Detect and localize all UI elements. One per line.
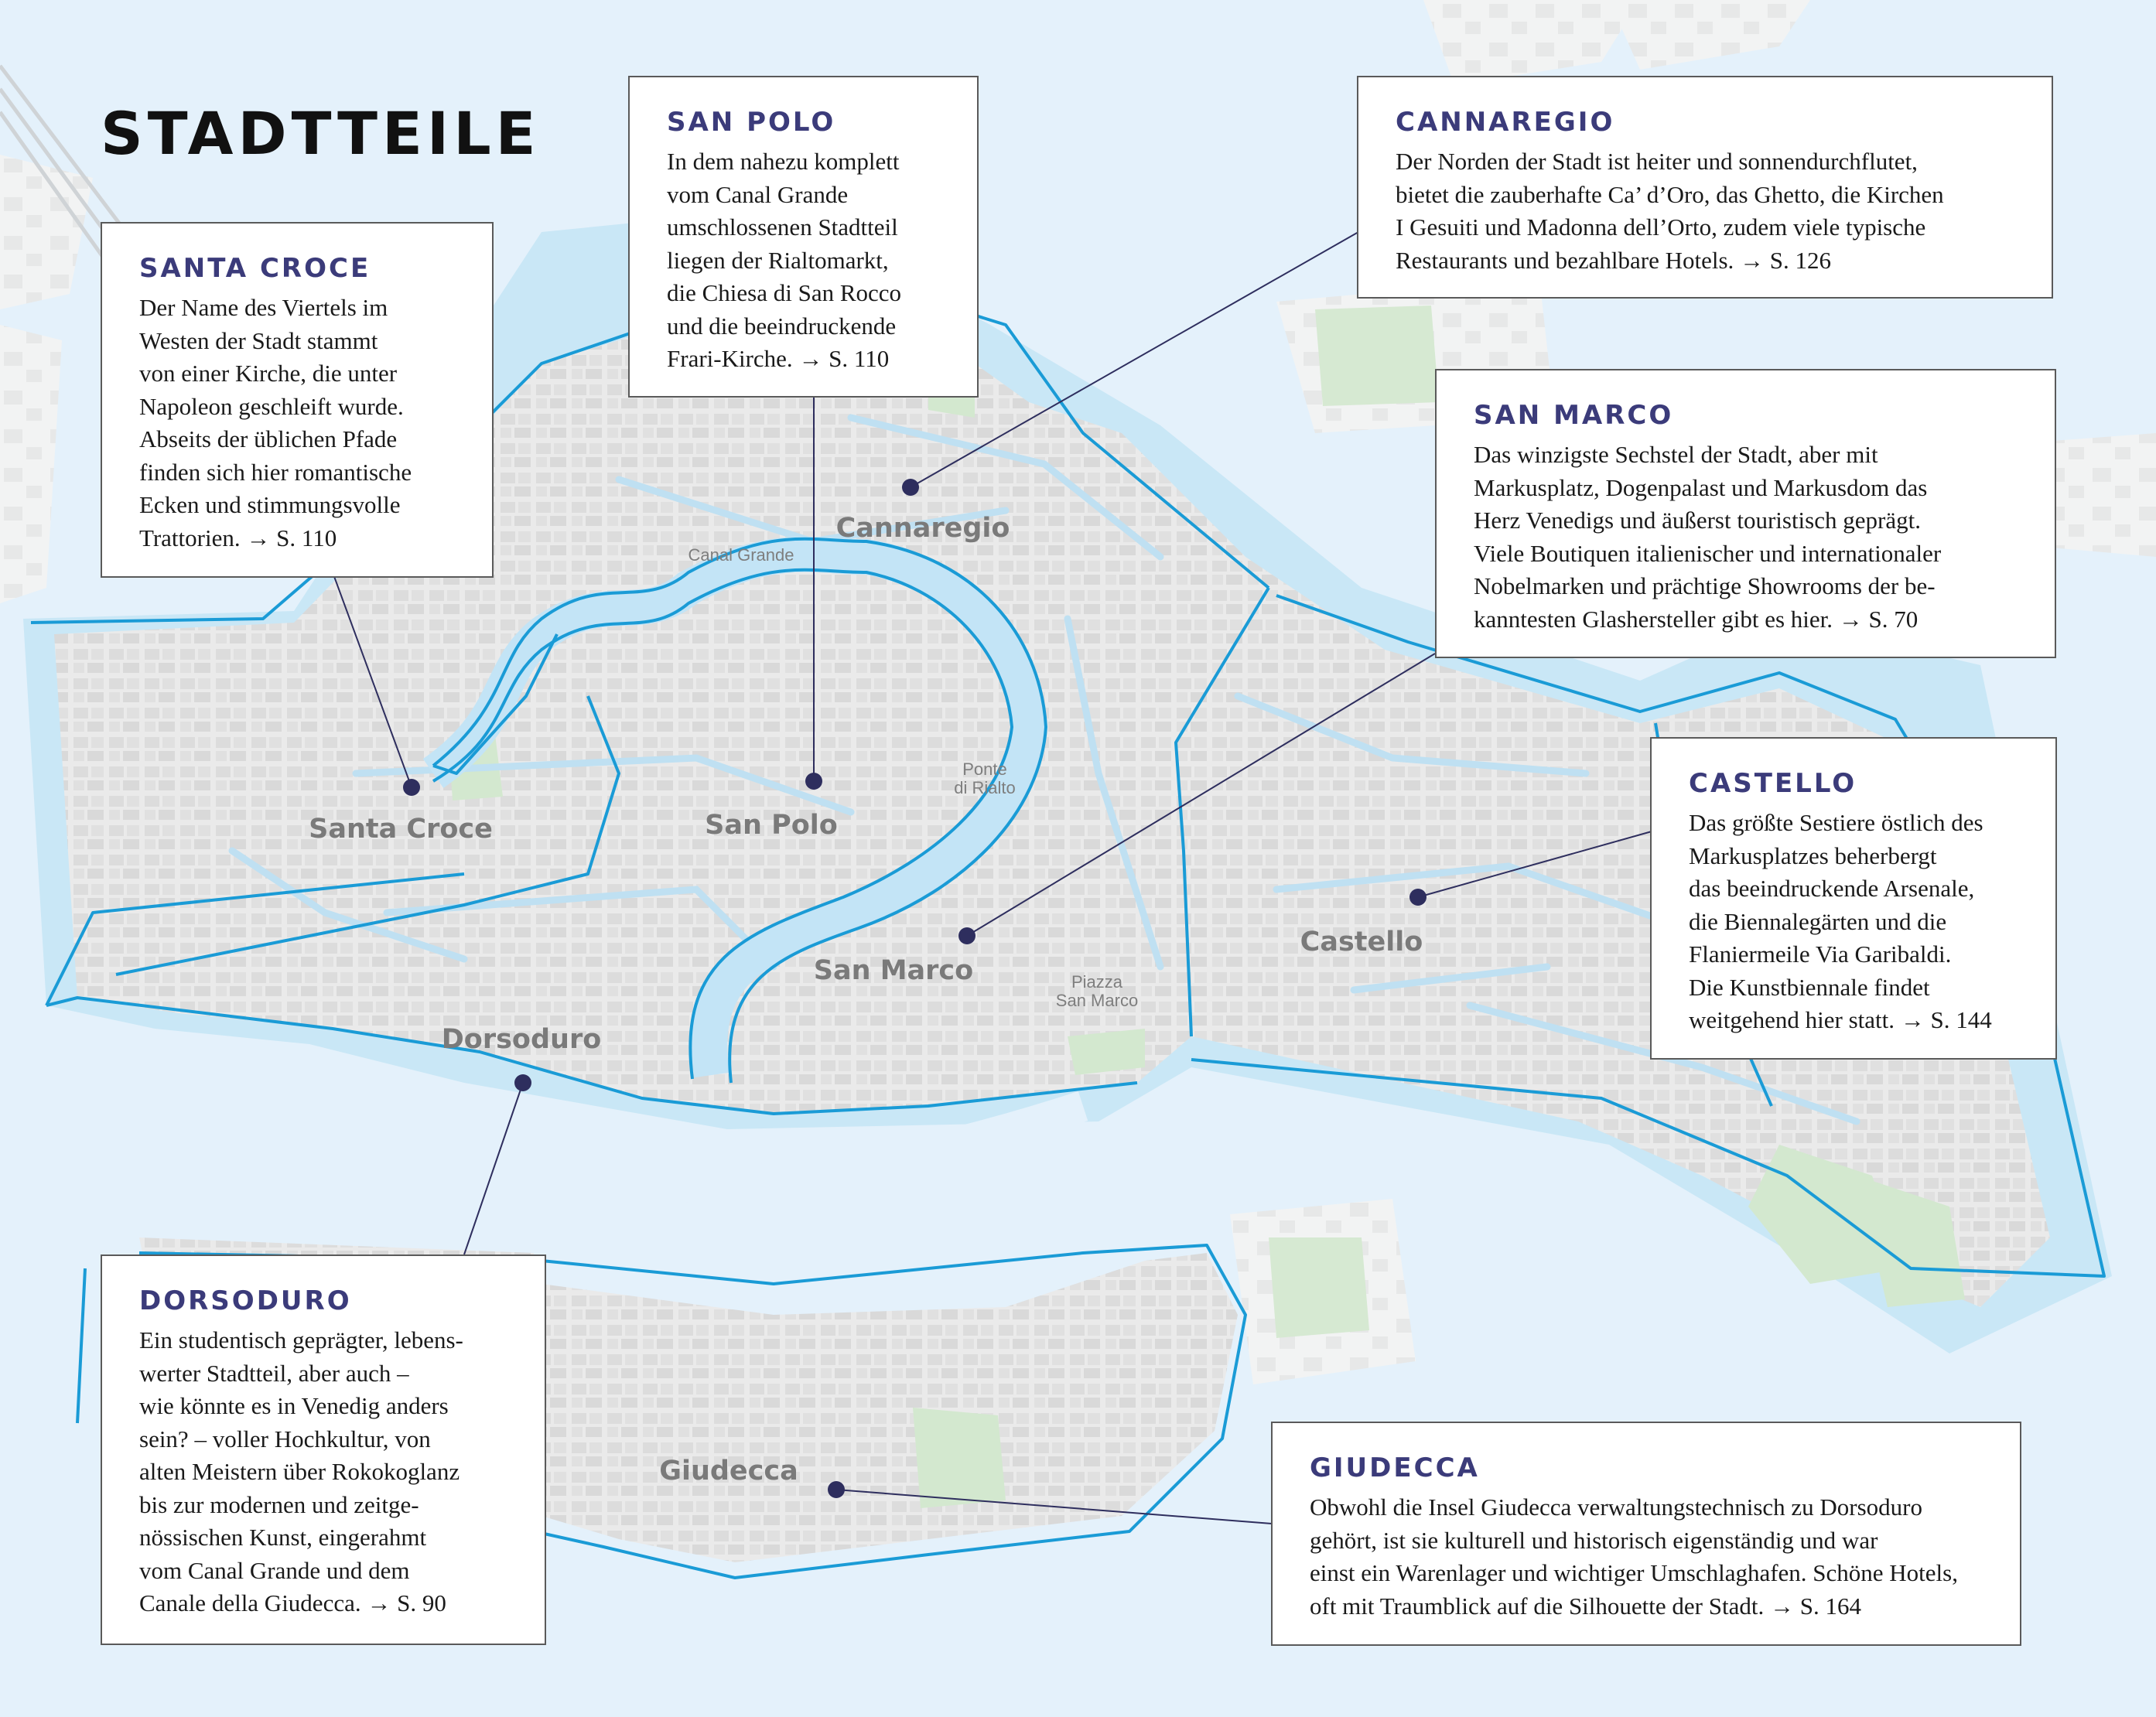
map-label-san-polo: San Polo bbox=[705, 810, 838, 841]
heading-dorsoduro: DORSODURO bbox=[139, 1285, 352, 1316]
map-label-san-marco: San Marco bbox=[813, 955, 974, 986]
text-cannaregio: Der Norden der Stadt ist heiter und sonnendurchflutet, bietet die zauberhafte Ca’ d’Oro, das Ghetto, die Kirchen I Gesuiti und Madonna dell’Orto, zudem viele typische Restaurants und bezahlbare Hotels. → S. 126 bbox=[1396, 148, 1944, 274]
info-box-castello bbox=[1650, 737, 2057, 1060]
dot-san-marco bbox=[958, 927, 975, 944]
map-label-cannaregio: Cannaregio bbox=[835, 513, 1010, 544]
page-title: STADTTEILE bbox=[101, 99, 541, 168]
dot-castello bbox=[1409, 889, 1427, 906]
heading-castello: CASTELLO bbox=[1689, 768, 1857, 799]
heading-san-marco: SAN MARCO bbox=[1474, 400, 1674, 431]
dot-giudecca bbox=[828, 1481, 845, 1498]
map-label-dorsoduro: Dorsoduro bbox=[441, 1024, 602, 1055]
text-castello: Das größte Sestiere östlich des Markusplatzes beherbergt das beeindruckende Arsenale, die Biennalegärten und die Flaniermeile Via Garibaldi. Die Kunstbiennale findet weitgehend hier statt. → S. 144 bbox=[1689, 809, 1992, 1033]
heading-santa-croce: SANTA CROCE bbox=[139, 253, 371, 284]
dot-cannaregio bbox=[902, 479, 919, 496]
heading-san-polo: SAN POLO bbox=[667, 107, 836, 138]
map-label-ponte-di-rialto: Ponte di Rialto bbox=[954, 760, 1016, 797]
info-box-san-marco bbox=[1435, 369, 2056, 658]
map-label-canal-grande: Canal Grande bbox=[688, 545, 794, 565]
dot-dorsoduro bbox=[514, 1074, 531, 1091]
text-dorsoduro: Ein studentisch geprägter, lebens- werter Stadtteil, aber auch – wie könnte es in Venedig anders sein? – voller Hochkultur, von alten Meistern über Rokokoglanz bis zur modernen und zeitge- nössischen Kunst, eingerahmt vom Canal Grande und dem Canale della Giudecca. → S. 90 bbox=[139, 1326, 463, 1616]
info-box-santa-croce bbox=[101, 222, 494, 578]
map-label-giudecca: Giudecca bbox=[659, 1456, 798, 1487]
dot-santa-croce bbox=[403, 779, 420, 796]
info-box-dorsoduro bbox=[101, 1254, 546, 1645]
text-santa-croce: Der Name des Viertels im Westen der Stadt stammt von einer Kirche, die unter Napoleon geschleift wurde. Abseits der üblichen Pfade finden sich hier romantische Ecken und stimmungsvolle Trattorien. → S. 110 bbox=[139, 294, 412, 551]
info-box-san-polo bbox=[628, 76, 979, 398]
heading-giudecca: GIUDECCA bbox=[1310, 1452, 1480, 1483]
map-label-castello: Castello bbox=[1300, 927, 1423, 957]
map-label-santa-croce: Santa Croce bbox=[309, 814, 493, 845]
text-san-polo: In dem nahezu komplett vom Canal Grande umschlossenen Stadtteil liegen der Rialtomarkt, die Chiesa di San Rocco und die beeindruckende Frari-Kirche. → S. 110 bbox=[667, 148, 902, 372]
text-giudecca: Obwohl die Insel Giudecca verwaltungstechnisch zu Dorsoduro gehört, ist sie kulturell und historisch eigenständig und war einst ein Warenlager und wichtiger Umschlaghafen. Schöne Hotels, oft mit Traumblick auf die Silhouette der Stadt. → S. 164 bbox=[1310, 1493, 1958, 1620]
map-label-piazza-san-marco: Piazza San Marco bbox=[1055, 972, 1139, 1010]
info-box-cannaregio bbox=[1357, 76, 2053, 299]
text-san-marco: Das winzigste Sechstel der Stadt, aber mit Markusplatz, Dogenpalast und Markusdom das Herz Venedigs und äußerst touristisch geprägt. Viele Boutiquen italienischer und internationaler Nobelmarken und prächtige Showrooms der be- kanntesten Glashersteller gibt es hier. → S. 70 bbox=[1474, 441, 1942, 633]
heading-cannaregio: CANNAREGIO bbox=[1396, 107, 1615, 138]
info-box-giudecca bbox=[1271, 1422, 2021, 1646]
dot-san-polo bbox=[805, 773, 822, 790]
